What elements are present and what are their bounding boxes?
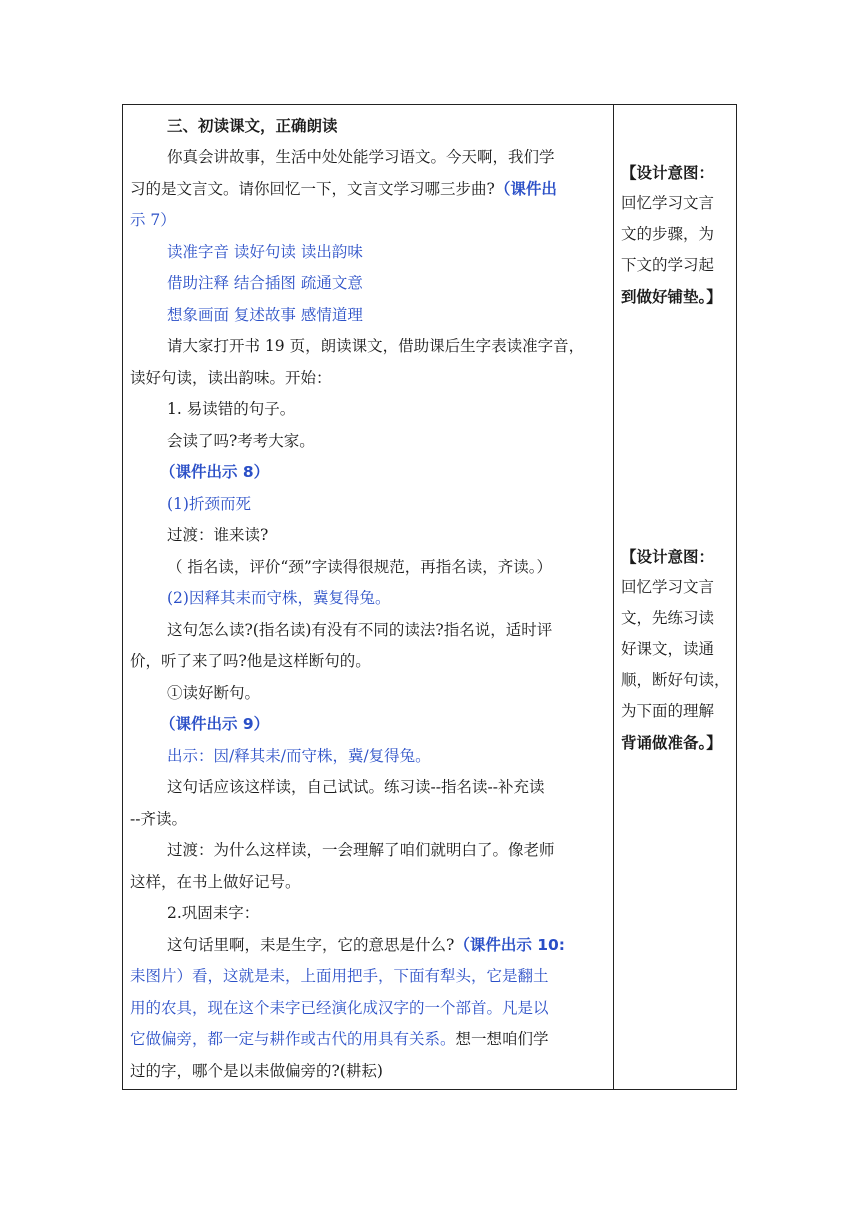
para5-line2: 这样，在书上做好记号。: [130, 873, 301, 891]
slide-ref-7b: 示 7）: [130, 211, 176, 229]
slide-ref-10: （课件出示 10:: [454, 936, 565, 954]
design-intent-1: [621, 157, 733, 312]
para3-line2: 价，听了来了吗?他是这样断句的。: [130, 652, 371, 670]
design-intent-2: [621, 541, 733, 758]
para1-line2: [130, 179, 608, 199]
para6-line4-black: 想一想咱们学: [455, 1030, 549, 1048]
para1-line1: 你真会讲故事，生活中处处能学习语文。今天啊，我们学: [167, 148, 555, 166]
para5-line1: 过渡：为什么这样读，一会理解了咱们就明白了。像老师: [167, 841, 555, 859]
design-intent-2-line: 回忆学习文言: [621, 578, 715, 596]
para2-line1: 请大家打开书 19 页，朗读课文，借助课后生字表读准字音，: [167, 337, 585, 355]
design-intent-2-line: 好课文，读通: [621, 640, 715, 658]
para6-line4-blue: 它做偏旁，都一定与耕作或古代的用具有关系。: [130, 1030, 456, 1048]
quiz-line: 会读了吗?考考大家。: [167, 432, 315, 450]
design-intent-2-line: 为下面的理解: [621, 702, 715, 720]
para1-line2-text: 习的是文言文。请你回忆一下，文言文学习哪三步曲?: [130, 180, 495, 198]
slide-ref-8: （课件出示 8）: [160, 463, 270, 481]
design-intent-2-line: 【设计意图：: [621, 547, 715, 566]
step-line-1: 读准字音 读好句读 读出韵味: [167, 243, 363, 261]
para6-line1-text: 这句话里啊，耒是生字，它的意思是什么?: [167, 936, 455, 954]
item2-heading: 2.巩固耒字：: [167, 904, 260, 922]
para2-line2: 读好句读，读出韵味。开始：: [130, 369, 332, 387]
para4-line1: 这句话应该这样读，自己试试。练习读--指名读--补充读: [167, 778, 545, 796]
item1-heading: 1. 易读错的句子。: [167, 400, 296, 418]
show-line: 出示：因/释其耒/而守株，冀/复得兔。: [167, 747, 431, 765]
design-intent-1-line: 文的步骤，为: [621, 225, 715, 243]
sentence-2: (2)因释其耒而守株，冀复得兔。: [167, 589, 391, 607]
step-line-2: 借助注释 结合插图 疏通文意: [167, 274, 363, 292]
design-intent-1-line: 到做好铺垫。】: [621, 287, 722, 306]
para6-line3: 用的农具，现在这个耒字已经演化成汉字的一个部首。凡是以: [130, 999, 549, 1017]
para6-line1: [167, 935, 565, 955]
slide-ref-9: （课件出示 9）: [160, 715, 270, 733]
para3-line1: 这句怎么读?(指名读)有没有不同的读法?指名说，适时评: [167, 621, 553, 639]
slide-ref-7a: （课件出: [494, 180, 557, 198]
circle-item-1: ①读好断句。: [167, 684, 261, 702]
para4-line2: --齐读。: [130, 810, 187, 828]
design-intent-1-line: 【设计意图：: [621, 163, 715, 182]
design-intent-1-line: 下文的学习起: [621, 256, 715, 274]
design-intent-1-line: 回忆学习文言: [621, 194, 715, 212]
para6-line5: 过的字，哪个是以耒做偏旁的?(耕耘): [130, 1062, 383, 1080]
note-1: （ 指名读，评价“颈”字读得很规范，再指名读，齐读。）: [167, 558, 553, 576]
para6-line2: 耒图片）看，这就是耒，上面用把手，下面有犁头，它是翻土: [130, 967, 549, 985]
column-divider: [613, 105, 614, 1089]
design-intent-2-line: 文，先练习读: [621, 609, 715, 627]
transition-1: 过渡：谁来读?: [167, 526, 269, 544]
sentence-1: (1)折颈而死: [167, 495, 251, 513]
lesson-table: [122, 104, 737, 1090]
section-title: 三、初读课文，正确朗读: [167, 116, 338, 135]
design-intent-2-line: 背诵做准备。】: [621, 733, 722, 752]
design-intent-2-line: 顺，断好句读，: [621, 671, 730, 689]
para6-line4: [130, 1029, 549, 1049]
step-line-3: 想象画面 复述故事 感情道理: [167, 306, 363, 324]
